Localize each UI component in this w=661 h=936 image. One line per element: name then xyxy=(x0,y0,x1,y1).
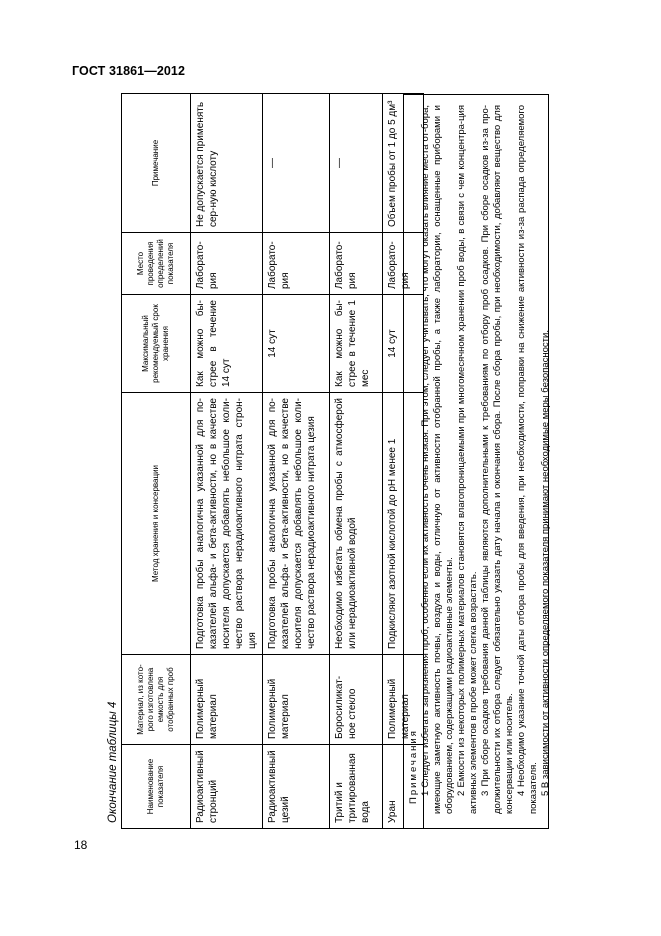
cell-period: 14 сут xyxy=(383,295,424,393)
cell-note: Не допускается применять сер-ную кислоту xyxy=(191,94,263,233)
note-item: 2 Емкости из некоторых полимерных материалов становятся влагопроницаемыми при многомесячном хранении проб воды, в связи с чем концентра-ция активных элементов в пробе может слегка возрастать. xyxy=(456,105,479,814)
cell-material: Полимерный материал xyxy=(263,655,330,745)
col-header-material: Материал, из кото-рого изготовлена емкость для отобранных проб xyxy=(122,655,191,745)
cell-name: Тритий и тритированная вода xyxy=(330,745,383,829)
cell-material: Боросиликат-ное стекло xyxy=(330,655,383,745)
table-row xyxy=(191,94,263,829)
cell-note: Объем пробы от 1 до 5 дм³ xyxy=(383,94,424,233)
page-number: 18 xyxy=(74,838,88,852)
note-item: 4 Необходимо указание точной даты отбора пробы для введения, при необходимости, поправки на снижение активности из-за распада определяемого показателя. xyxy=(516,105,539,814)
storage-table xyxy=(121,93,424,829)
col-header-note: Примечание xyxy=(122,94,191,233)
cell-material: Полимерный материал xyxy=(383,655,424,745)
cell-note: — xyxy=(263,94,330,233)
table-header-row xyxy=(122,94,191,829)
cell-material: Полимерный материал xyxy=(191,655,263,745)
cell-period: Как можно бы-стрее в течение 1 мес xyxy=(330,295,383,393)
cell-period: Как можно бы-стрее в течение 14 сут xyxy=(191,295,263,393)
note-item: 3 При сборе осадков требования данной таблицы являются дополнительными к требованиям по отбору проб осадков. При сборе осадков из-за про-должительности их отбора следует обязательно указать дату начала и окончания сбора. После сбора пробы, при необходимости, добавляют вещество для консервации или носитель. xyxy=(480,105,515,814)
cell-place: Лаборато-рия xyxy=(191,233,263,295)
cell-place: Лаборато-рия xyxy=(383,233,424,295)
table-notes xyxy=(403,94,549,829)
rotated-table-block xyxy=(101,94,551,829)
notes-title: Примечания xyxy=(408,729,419,804)
cell-name: Уран xyxy=(383,745,424,829)
cell-period: 14 сут xyxy=(263,295,330,393)
col-header-method: Метод хранения и консервации xyxy=(122,393,191,655)
table-row xyxy=(263,94,330,829)
col-header-place: Место проведения определений показателя xyxy=(122,233,191,295)
table-row xyxy=(330,94,383,829)
cell-method: Подкисляют азотной кислотой до pH менее 1 xyxy=(383,393,424,655)
col-header-name: Наименование показателя xyxy=(122,745,191,829)
document-header: ГОСТ 31861—2012 xyxy=(72,64,186,78)
cell-name: Радиоактивный стронций xyxy=(191,745,263,829)
cell-method: Подготовка пробы аналогична указанной для по-казателей альфа- и бета-активности, но в качестве носителя допускается добавлять небольшое коли-чество раствора нерадиоактивного нитрата цезия xyxy=(263,393,330,655)
cell-place: Лаборато-рия xyxy=(263,233,330,295)
table-caption: Окончание таблицы 4 xyxy=(107,701,119,823)
cell-method: Необходимо избегать обмена пробы с атмосферой или нерадиоактивной водой xyxy=(330,393,383,655)
cell-method: Подготовка пробы аналогична указанной для по-казателей альфа- и бета-активности, но в качестве носителя допускается добавлять небольшое коли-чество раствора нерадиоактивного нитрата строн-ция xyxy=(191,393,263,655)
col-header-period: Максимальный рекомендуемый срок хранения xyxy=(122,295,191,393)
cell-name: Радиоактивный цезий xyxy=(263,745,330,829)
cell-place: Лаборато-рия xyxy=(330,233,383,295)
note-item: 1 Следует избегать загрязнения проб, особенно если их активность очень низкая. При этом, следует учитывать, что могут оказать влияние места от-бора, имеющие заметную активность почвы, воздуха и воды, отличную от активности отобранной пробы, а также лаборатории, оснащенные приборами и оборудованием, содержащими радиоактивные элементы. xyxy=(420,105,455,814)
cell-note: — xyxy=(330,94,383,233)
note-item: 5 В зависимости от активности определяемого показателя принимают необходимые меры безопасности. xyxy=(540,330,551,796)
